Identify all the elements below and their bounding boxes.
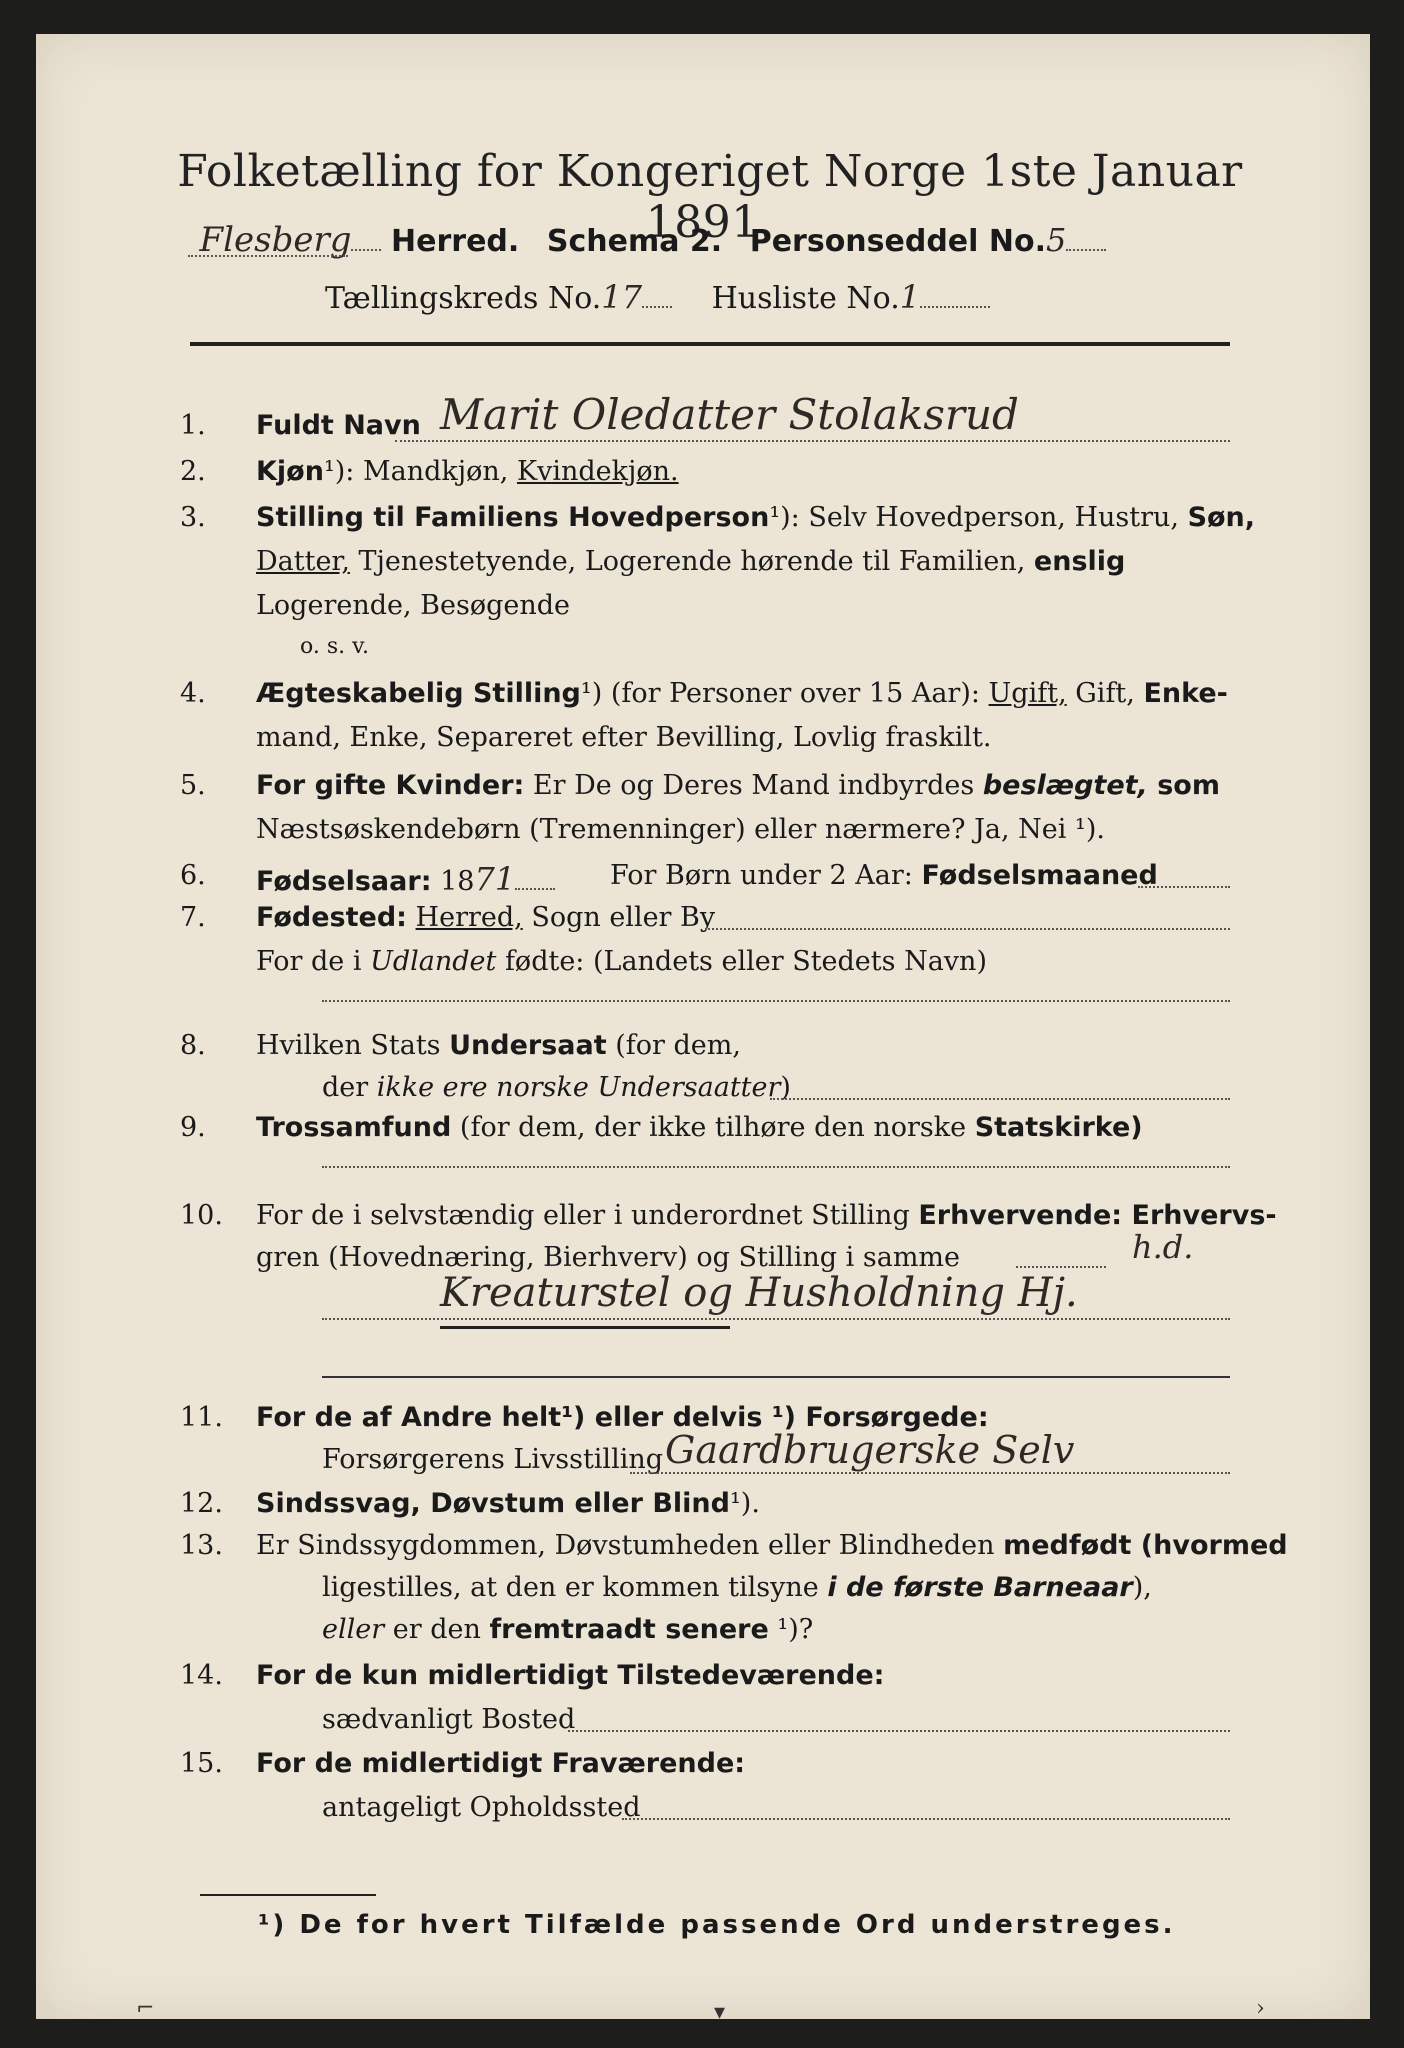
item-2-label: Kjøn¹): Mandkjøn, Kvindekjøn. (256, 456, 679, 487)
item-3-line-4: o. s. v. (300, 634, 369, 659)
item-13-line-2: ligestilles, at den er kommen tilsyne i de første Barneaar), (322, 1572, 1152, 1603)
census-form-page (36, 34, 1370, 2019)
whereabouts-dotline (622, 1818, 1230, 1820)
occupation-value: Kreaturstel og Husholdning Hj. (440, 1270, 1078, 1316)
corner-mark-right: › (1256, 1996, 1265, 2021)
item-number: 7. (180, 902, 206, 933)
residence-dotline (568, 1730, 1230, 1732)
item-13-line-3: eller er den fremtraadt senere ¹)? (322, 1614, 814, 1645)
herred-label: Herred. (391, 224, 520, 259)
item-8-line-2: der ikke ere norske Undersaatter) (322, 1072, 791, 1103)
item-5-label: For gifte Kvinder: Er De og Deres Mand indbyrdes beslægtet, som (256, 770, 1220, 801)
taellingskreds-value: 17 (601, 278, 643, 316)
husliste-label: Husliste No. (711, 281, 900, 316)
provider-value: Gaardbrugerske Selv (665, 1428, 1075, 1472)
provider-dotline (630, 1472, 1230, 1474)
bottom-mark: ▾ (714, 2000, 726, 2025)
item-11-label: For de af Andre helt¹) eller delvis ¹) Forsørgede: (256, 1402, 989, 1433)
header-kreds-line (325, 278, 990, 316)
item-number: 14. (180, 1660, 223, 1691)
item-number: 5. (180, 770, 206, 801)
birth-year-value: 71 (474, 860, 516, 898)
item-12-label: Sindssvag, Døvstum eller Blind¹). (256, 1488, 760, 1519)
birthplace-dotline (705, 928, 1230, 930)
name-dotline (395, 440, 1230, 442)
form-title: Folketælling for Kongeriget Norge 1ste Januar 1891. (177, 146, 1243, 248)
item-4-label: Ægteskabelig Stilling¹) (for Personer over 15 Aar): Ugift, Gift, Enke- (256, 678, 1228, 709)
occupation-underline (440, 1326, 730, 1329)
item-number: 8. (180, 1030, 206, 1061)
item-15-line-2: antageligt Opholdssted (322, 1792, 641, 1823)
item-5-line-2: Næstsøskendebørn (Tremenninger) eller nærmere? Ja, Nei ¹). (256, 814, 1105, 845)
occupation-dotline-2 (322, 1318, 1230, 1320)
personseddel-value: 5 (1046, 221, 1067, 259)
item-1-label: Fuldt Navn (256, 410, 421, 441)
item-number: 11. (180, 1402, 223, 1433)
header-herred-line (190, 220, 1106, 260)
occupation-code: h.d. (1132, 1228, 1194, 1266)
month-dotline (1138, 886, 1230, 888)
kvindekjon-underlined: Kvindekjøn. (516, 456, 679, 487)
item-7-line-2: For de i Udlandet fødte: (Landets eller Stedets Navn) (256, 946, 987, 977)
husliste-value: 1 (899, 278, 921, 316)
item-number: 13. (180, 1530, 223, 1561)
item-6-line-2: For Børn under 2 Aar: Fødselsmaaned (610, 860, 1158, 891)
item-number: 1. (180, 410, 206, 441)
abroad-dotline (322, 1000, 1230, 1002)
herred-underlined: Herred, (415, 902, 523, 933)
personseddel-label: Personseddel No. (749, 224, 1046, 259)
occupation-line-3 (322, 1376, 1230, 1378)
item-number: 4. (180, 678, 206, 709)
occupation-dotline-1 (1016, 1266, 1106, 1268)
header-rule (190, 342, 1230, 346)
item-3-line-3: Logerende, Besøgende (256, 590, 570, 621)
item-3-label: Stilling til Familiens Hovedperson¹): Selv Hovedperson, Hustru, Søn, (256, 502, 1256, 533)
item-number: 9. (180, 1112, 206, 1143)
item-number: 10. (180, 1200, 223, 1231)
item-14-line-2: sædvanligt Bosted (322, 1704, 576, 1735)
datter-underlined: Datter, (256, 546, 350, 577)
item-3-line-2: Datter, Tjenestetyende, Logerende hørende til Familien, enslig (256, 546, 1126, 577)
item-10-line-2: gren (Hovednæring, Bierhverv) og Stilling i samme (256, 1242, 961, 1273)
ugift-underlined: Ugift, (988, 678, 1067, 709)
item-number: 15. (180, 1748, 223, 1779)
item-7-label: Fødested: Herred, Sogn eller By (256, 902, 716, 933)
herred-dotline (188, 255, 348, 257)
item-6-label: Fødselsaar: 1871 (256, 860, 555, 898)
item-14-label: For de kun midlertidigt Tilstedeværende: (256, 1660, 885, 1691)
full-name-value: Marit Oledatter Stolaksrud (440, 390, 1019, 439)
corner-mark-left: ⌐ (136, 1996, 155, 2021)
religion-dotline (322, 1166, 1230, 1168)
footnote-rule (200, 1894, 376, 1896)
item-15-label: For de midlertidigt Fraværende: (256, 1748, 746, 1779)
item-number: 6. (180, 860, 206, 891)
item-4-line-2: mand, Enke, Separeret efter Bevilling, Lovlig fraskilt. (256, 722, 992, 753)
footnote: ¹) De for hvert Tilfælde passende Ord understreges. (258, 1910, 1176, 1940)
schema-label: Schema 2. (546, 224, 723, 259)
taellingskreds-label: Tællingskreds No. (325, 281, 602, 316)
item-number: 2. (180, 456, 206, 487)
item-9-label: Trossamfund (for dem, der ikke tilhøre den norske Statskirke) (256, 1112, 1143, 1143)
item-11-line-2: Forsørgerens Livsstilling (322, 1444, 664, 1475)
item-8-label: Hvilken Stats Undersaat (for dem, (256, 1030, 741, 1061)
item-number: 3. (180, 502, 206, 533)
item-number: 12. (180, 1488, 223, 1519)
herred-value: Flesberg (199, 220, 352, 260)
item-13-label: Er Sindssygdommen, Døvstumheden eller Blindheden medfødt (hvormed (256, 1530, 1288, 1561)
nationality-dotline (770, 1098, 1230, 1100)
item-10-label: For de i selvstændig eller i underordnet Stilling Erhvervende: Erhvervs- (256, 1200, 1277, 1231)
